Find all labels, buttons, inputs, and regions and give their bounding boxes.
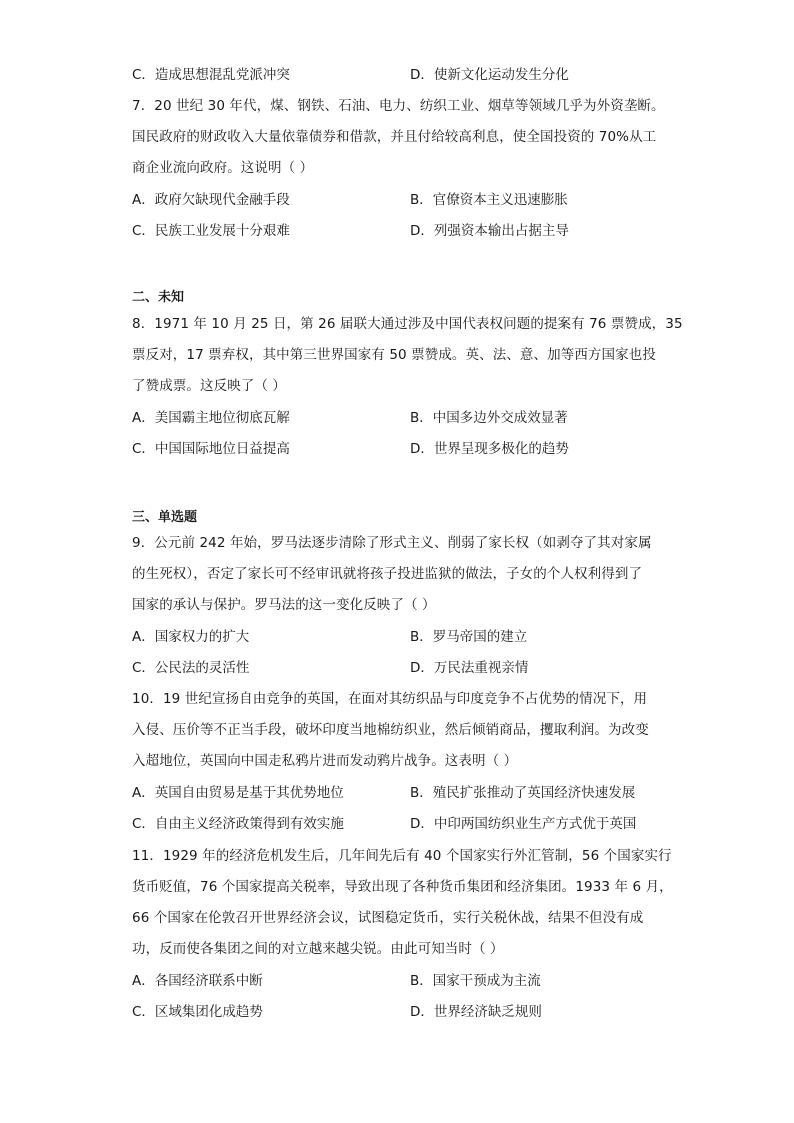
q10-stem-line-3: 入超地位，英国向中国走私鸦片进而发动鸦片战争。这表明（ ） <box>132 753 518 769</box>
q7-stem-line-1: 7．20 世纪 30 年代，煤、钢铁、石油、电力、纺织工业、烟草等领域几乎为外资垄断。 <box>132 98 665 114</box>
q11-option-c: C．区域集团化成趋势 <box>132 1004 263 1020</box>
q6-option-d: D．使新文化运动发生分化 <box>410 67 569 83</box>
q9-stem-line-3: 国家的承认与保护。罗马法的这一变化反映了（ ） <box>132 597 436 613</box>
q7-option-d: D．列强资本输出占据主导 <box>410 223 569 239</box>
q8-option-c: C．中国国际地位日益提高 <box>132 441 290 457</box>
q8-stem-line-2: 票反对，17 票弃权，其中第三世界国家有 50 票赞成。英、法、意、加等西方国家也投 <box>132 347 656 363</box>
q7-stem-line-3: 商企业流向政府。这说明（ ） <box>132 160 314 176</box>
q11-stem-line-4: 功，反而使各集团之间的对立越来越尖锐。由此可知当时（ ） <box>132 941 504 957</box>
q7-option-a: A．政府欠缺现代金融手段 <box>132 192 290 208</box>
q9-option-b: B．罗马帝国的建立 <box>410 629 528 645</box>
q9-stem-line-1: 9．公元前 242 年始，罗马法逐步清除了形式主义、削弱了家长权（如剥夺了其对家属 <box>132 535 652 551</box>
q7-option-c: C．民族工业发展十分艰难 <box>132 223 290 239</box>
q11-option-a: A．各国经济联系中断 <box>132 973 263 989</box>
q10-option-a: A．英国自由贸易是基于其优势地位 <box>132 785 344 801</box>
q9-stem-line-2: 的生死权），否定了家长可不经审讯就将孩子投进监狱的做法，子女的个人权利得到了 <box>132 566 643 582</box>
q10-option-c: C．自由主义经济政策得到有效实施 <box>132 816 344 832</box>
q8-option-a: A．美国霸主地位彻底瓦解 <box>132 410 290 426</box>
q8-stem-line-1: 8．1971 年 10 月 25 日，第 26 届联大通过涉及中国代表权问题的提案有 76 票赞成，35 <box>132 316 683 332</box>
q11-stem-line-1: 11．1929 年的经济危机发生后，几年间先后有 40 个国家实行外汇管制，56 个国家实行 <box>132 848 672 864</box>
q9-option-c: C．公民法的灵活性 <box>132 660 250 676</box>
q11-option-d: D．世界经济缺乏规则 <box>410 1004 542 1020</box>
q8-option-d: D．世界呈现多极化的趋势 <box>410 441 569 457</box>
q7-option-b: B．官僚资本主义迅速膨胀 <box>410 192 568 208</box>
q8-stem-line-3: 了赞成票。这反映了（ ） <box>132 378 286 394</box>
q11-stem-line-3: 66 个国家在伦敦召开世界经济会议，试图稳定货币，实行关税休战，结果不但没有成 <box>132 910 644 926</box>
q9-option-a: A．国家权力的扩大 <box>132 629 250 645</box>
q10-option-d: D．中印两国纺织业生产方式优于英国 <box>410 816 637 832</box>
section-heading-unknown: 二、未知 <box>132 290 185 305</box>
q11-option-b: B．国家干预成为主流 <box>410 973 541 989</box>
q6-option-c: C．造成思想混乱党派冲突 <box>132 67 290 83</box>
q11-stem-line-2: 货币贬值，76 个国家提高关税率，导致出现了各种货币集团和经济集团。1933 年 6 月， <box>132 879 673 895</box>
q7-stem-line-2: 国民政府的财政收入大量依靠债券和借款，并且付给较高利息，使全国投资的 70%从工 <box>132 129 657 145</box>
q9-option-d: D．万民法重视亲情 <box>410 660 529 676</box>
q8-option-b: B．中国多边外交成效显著 <box>410 410 568 426</box>
q10-option-b: B．殖民扩张推动了英国经济快速发展 <box>410 785 636 801</box>
q10-stem-line-1: 10．19 世纪宣扬自由竞争的英国，在面对其纺织品与印度竞争不占优势的情况下，用 <box>132 691 648 707</box>
q10-stem-line-2: 入侵、压价等不正当手段，破坏印度当地棉纺织业，然后倾销商品，攫取利润。为改变 <box>132 722 649 738</box>
section-heading-single-choice: 三、单选题 <box>132 510 198 525</box>
